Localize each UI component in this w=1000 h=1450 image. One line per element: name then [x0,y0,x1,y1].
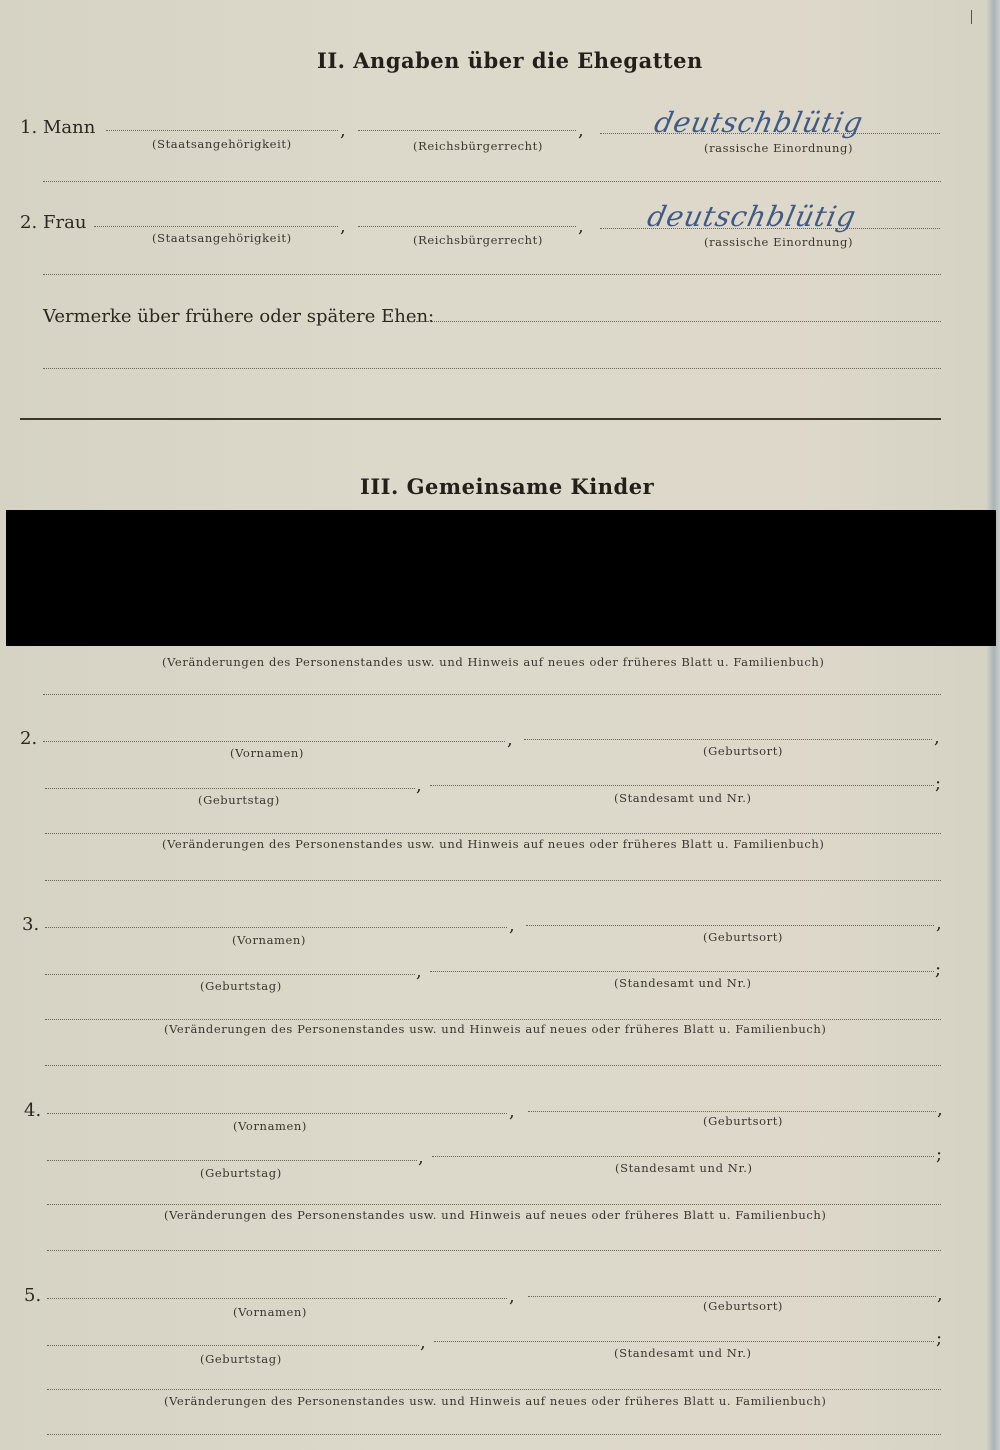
child-3-changes-field[interactable] [45,1019,941,1020]
caption-changes: (Veränderungen des Personenstandes usw. und Hinweis auf neues oder früheres Blatt u. Familienbuch) [162,655,825,669]
child-2-birthday-field[interactable] [45,788,415,789]
child-5-given-names-field[interactable] [47,1298,507,1299]
caption-registry: (Standesamt und Nr.) [615,1161,753,1175]
child-3-extra-line[interactable] [45,1065,941,1066]
caption-racial: (rassische Einordnung) [704,141,854,155]
caption-birthday: (Geburtstag) [200,1166,282,1180]
man-nationality-field[interactable] [106,130,338,131]
comma: , [578,216,584,237]
comma: , [416,775,422,796]
woman-number: 2. [20,212,38,233]
child-2-number: 2. [20,728,38,749]
child-2-changes-field[interactable] [45,833,941,834]
child-5-number: 5. [24,1285,42,1306]
child-5-birthday-field[interactable] [47,1345,419,1346]
child-4-number: 4. [24,1100,42,1121]
caption-changes: (Veränderungen des Personenstandes usw. und Hinweis auf neues oder früheres Blatt u. Familienbuch) [164,1394,827,1408]
remarks-field[interactable] [404,321,941,322]
caption-given-names: (Vornamen) [232,933,307,947]
child-2-birthplace-field[interactable] [524,739,932,740]
caption-nationality: (Staatsangehörigkeit) [152,231,292,245]
comma: , [509,1101,515,1122]
caption-changes: (Veränderungen des Personenstandes usw. und Hinweis auf neues oder früheres Blatt u. Familienbuch) [162,837,825,851]
comma: , [578,120,584,141]
child-2-extra-line[interactable] [45,880,941,881]
margin-mark [971,10,972,24]
comma: , [420,1332,426,1353]
caption-changes: (Veränderungen des Personenstandes usw. und Hinweis auf neues oder früheres Blatt u. Familienbuch) [164,1208,827,1222]
redaction-bar [6,510,996,646]
caption-registry: (Standesamt und Nr.) [614,791,752,805]
child-3-number: 3. [22,914,40,935]
child-3-birthday-field[interactable] [45,974,415,975]
woman-nationality-field[interactable] [94,226,338,227]
man-label: Mann [43,117,96,138]
comma: , [340,216,346,237]
page-edge [986,0,1000,1450]
caption-birthday: (Geburtstag) [200,979,282,993]
caption-citizenship: (Reichsbürgerrecht) [413,139,543,153]
child-3-registry-field[interactable] [430,971,934,972]
child-4-birthplace-field[interactable] [528,1111,936,1112]
section-2-title: II. Angaben über die Ehegatten [317,48,703,73]
comma: , [509,915,515,936]
child-5-registry-field[interactable] [434,1341,934,1342]
man-citizenship-field[interactable] [358,130,576,131]
woman-citizenship-field[interactable] [358,226,576,227]
caption-birthplace: (Geburtsort) [703,930,783,944]
remarks-label: Vermerke über frühere oder spätere Ehen: [43,306,435,327]
comma: , [418,1147,424,1168]
caption-given-names: (Vornamen) [233,1119,308,1133]
comma: , [936,913,942,934]
caption-registry: (Standesamt und Nr.) [614,1346,752,1360]
man-number: 1. [20,117,38,138]
caption-birthday: (Geburtstag) [198,793,280,807]
child-4-birthday-field[interactable] [47,1160,417,1161]
child-4-changes-field[interactable] [47,1204,941,1205]
section-divider [20,418,941,420]
child-5-extra-line[interactable] [47,1434,941,1435]
woman-extra-line[interactable] [43,274,941,275]
caption-birthplace: (Geburtsort) [703,1299,783,1313]
caption-racial: (rassische Einordnung) [704,235,854,249]
caption-birthplace: (Geburtsort) [703,744,783,758]
semicolon: ; [936,1144,943,1165]
caption-given-names: (Vornamen) [233,1305,308,1319]
comma: , [340,120,346,141]
child-4-registry-field[interactable] [432,1156,934,1157]
child-5-birthplace-field[interactable] [528,1296,936,1297]
man-extra-line[interactable] [43,181,941,182]
child-2-given-names-field[interactable] [43,741,505,742]
child-4-given-names-field[interactable] [47,1113,507,1114]
caption-nationality: (Staatsangehörigkeit) [152,137,292,151]
child-4-extra-line[interactable] [47,1250,941,1251]
comma: , [937,1284,943,1305]
comma: , [934,727,940,748]
child-2-registry-field[interactable] [430,785,934,786]
caption-changes: (Veränderungen des Personenstandes usw. und Hinweis auf neues oder früheres Blatt u. Familienbuch) [164,1022,827,1036]
comma: , [507,729,513,750]
man-racial-handwriting: deutschblütig [651,106,867,139]
caption-birthplace: (Geburtsort) [703,1114,783,1128]
semicolon: ; [935,773,942,794]
comma: , [416,961,422,982]
comma: , [509,1286,515,1307]
child-5-changes-field[interactable] [47,1389,941,1390]
child-1-extra-line[interactable] [43,694,941,695]
child-3-given-names-field[interactable] [45,927,507,928]
remarks-line-2[interactable] [43,368,941,369]
caption-birthday: (Geburtstag) [200,1352,282,1366]
caption-registry: (Standesamt und Nr.) [614,976,752,990]
semicolon: ; [936,1328,943,1349]
semicolon: ; [935,959,942,980]
child-3-birthplace-field[interactable] [526,925,934,926]
caption-given-names: (Vornamen) [230,746,305,760]
woman-racial-handwriting: deutschblütig [644,200,860,233]
section-3-title: III. Gemeinsame Kinder [360,474,655,499]
comma: , [937,1099,943,1120]
woman-label: Frau [43,212,87,233]
caption-citizenship: (Reichsbürgerrecht) [413,233,543,247]
